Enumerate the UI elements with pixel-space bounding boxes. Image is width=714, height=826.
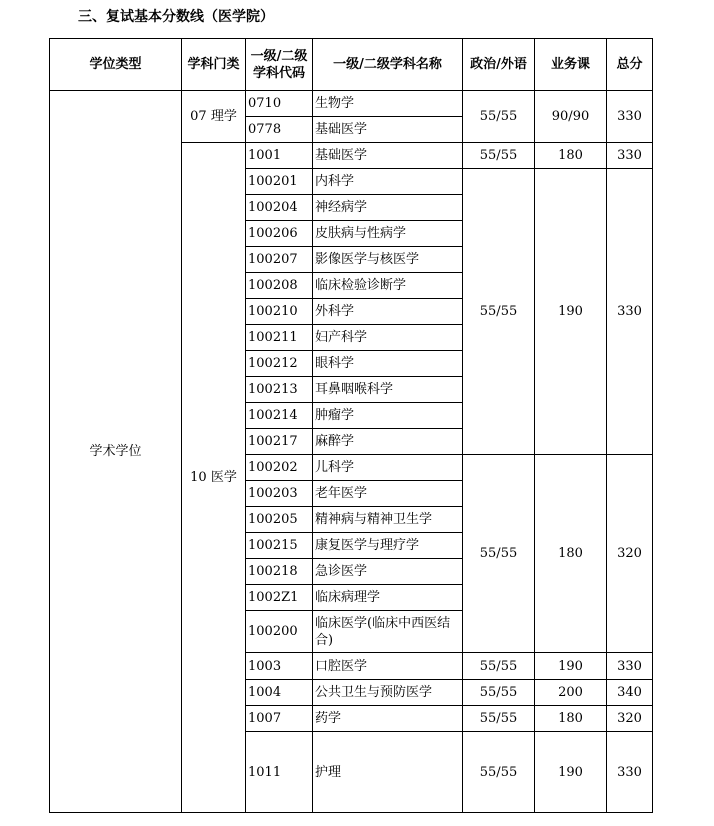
total-cell: 320 — [607, 455, 653, 653]
code-cell: 100210 — [246, 299, 313, 325]
code-cell: 100215 — [246, 533, 313, 559]
politics-language-cell: 55/55 — [463, 91, 535, 143]
header-code: 一级/二级学科代码 — [246, 39, 313, 91]
politics-language-cell: 55/55 — [463, 455, 535, 653]
degree-type-cell: 学术学位 — [50, 91, 182, 813]
code-cell: 100217 — [246, 429, 313, 455]
name-cell: 急诊医学 — [313, 559, 463, 585]
code-cell: 1007 — [246, 706, 313, 732]
politics-language-cell: 55/55 — [463, 706, 535, 732]
name-cell: 神经病学 — [313, 195, 463, 221]
name-cell: 临床病理学 — [313, 585, 463, 611]
code-cell: 1001 — [246, 143, 313, 169]
code-cell: 1003 — [246, 653, 313, 680]
professional-cell: 90/90 — [535, 91, 607, 143]
professional-cell: 190 — [535, 169, 607, 455]
code-cell: 100204 — [246, 195, 313, 221]
header-professional: 业务课 — [535, 39, 607, 91]
name-cell: 康复医学与理疗学 — [313, 533, 463, 559]
code-cell: 100203 — [246, 481, 313, 507]
total-cell: 330 — [607, 169, 653, 455]
name-cell: 妇产科学 — [313, 325, 463, 351]
code-cell: 1004 — [246, 680, 313, 706]
header-name: 一级/二级学科名称 — [313, 39, 463, 91]
header-politics-language: 政治/外语 — [463, 39, 535, 91]
code-cell: 100202 — [246, 455, 313, 481]
code-cell: 100208 — [246, 273, 313, 299]
professional-cell: 190 — [535, 732, 607, 813]
politics-language-cell: 55/55 — [463, 169, 535, 455]
name-cell: 生物学 — [313, 91, 463, 117]
name-cell: 耳鼻咽喉科学 — [313, 377, 463, 403]
total-cell: 330 — [607, 653, 653, 680]
name-cell: 外科学 — [313, 299, 463, 325]
header-discipline-category: 学科门类 — [182, 39, 246, 91]
name-cell: 影像医学与核医学 — [313, 247, 463, 273]
score-table — [49, 38, 653, 813]
code-cell: 100205 — [246, 507, 313, 533]
name-cell: 精神病与精神卫生学 — [313, 507, 463, 533]
name-cell: 皮肤病与性病学 — [313, 221, 463, 247]
code-cell: 100200 — [246, 611, 313, 653]
total-cell: 340 — [607, 680, 653, 706]
name-cell: 临床检验诊断学 — [313, 273, 463, 299]
code-cell: 1011 — [246, 732, 313, 813]
professional-cell: 180 — [535, 455, 607, 653]
code-cell: 100212 — [246, 351, 313, 377]
header-total: 总分 — [607, 39, 653, 91]
name-cell: 口腔医学 — [313, 653, 463, 680]
name-cell: 儿科学 — [313, 455, 463, 481]
name-cell: 肿瘤学 — [313, 403, 463, 429]
code-cell: 100218 — [246, 559, 313, 585]
name-cell: 内科学 — [313, 169, 463, 195]
name-cell: 临床医学(临床中西医结合) — [313, 611, 463, 653]
total-cell: 330 — [607, 143, 653, 169]
code-cell: 1002Z1 — [246, 585, 313, 611]
code-cell: 100213 — [246, 377, 313, 403]
politics-language-cell: 55/55 — [463, 143, 535, 169]
code-cell: 100211 — [246, 325, 313, 351]
table-row — [50, 91, 653, 117]
code-cell: 0778 — [246, 117, 313, 143]
professional-cell: 180 — [535, 143, 607, 169]
professional-cell: 200 — [535, 680, 607, 706]
politics-language-cell: 55/55 — [463, 653, 535, 680]
code-cell: 0710 — [246, 91, 313, 117]
header-degree-type: 学位类型 — [50, 39, 182, 91]
politics-language-cell: 55/55 — [463, 680, 535, 706]
total-cell: 330 — [607, 732, 653, 813]
name-cell: 药学 — [313, 706, 463, 732]
name-cell: 基础医学 — [313, 117, 463, 143]
code-cell: 100206 — [246, 221, 313, 247]
total-cell: 320 — [607, 706, 653, 732]
professional-cell: 190 — [535, 653, 607, 680]
politics-language-cell: 55/55 — [463, 732, 535, 813]
name-cell: 基础医学 — [313, 143, 463, 169]
code-cell: 100207 — [246, 247, 313, 273]
name-cell: 老年医学 — [313, 481, 463, 507]
code-cell: 100214 — [246, 403, 313, 429]
name-cell: 眼科学 — [313, 351, 463, 377]
name-cell: 麻醉学 — [313, 429, 463, 455]
professional-cell: 180 — [535, 706, 607, 732]
header-row — [50, 39, 653, 91]
name-cell: 公共卫生与预防医学 — [313, 680, 463, 706]
total-cell: 330 — [607, 91, 653, 143]
category-cell-medicine: 10 医学 — [182, 143, 246, 813]
code-cell: 100201 — [246, 169, 313, 195]
category-cell-science: 07 理学 — [182, 91, 246, 143]
name-cell: 护理 — [313, 732, 463, 813]
section-title: 三、复试基本分数线（医学院） — [78, 9, 274, 25]
